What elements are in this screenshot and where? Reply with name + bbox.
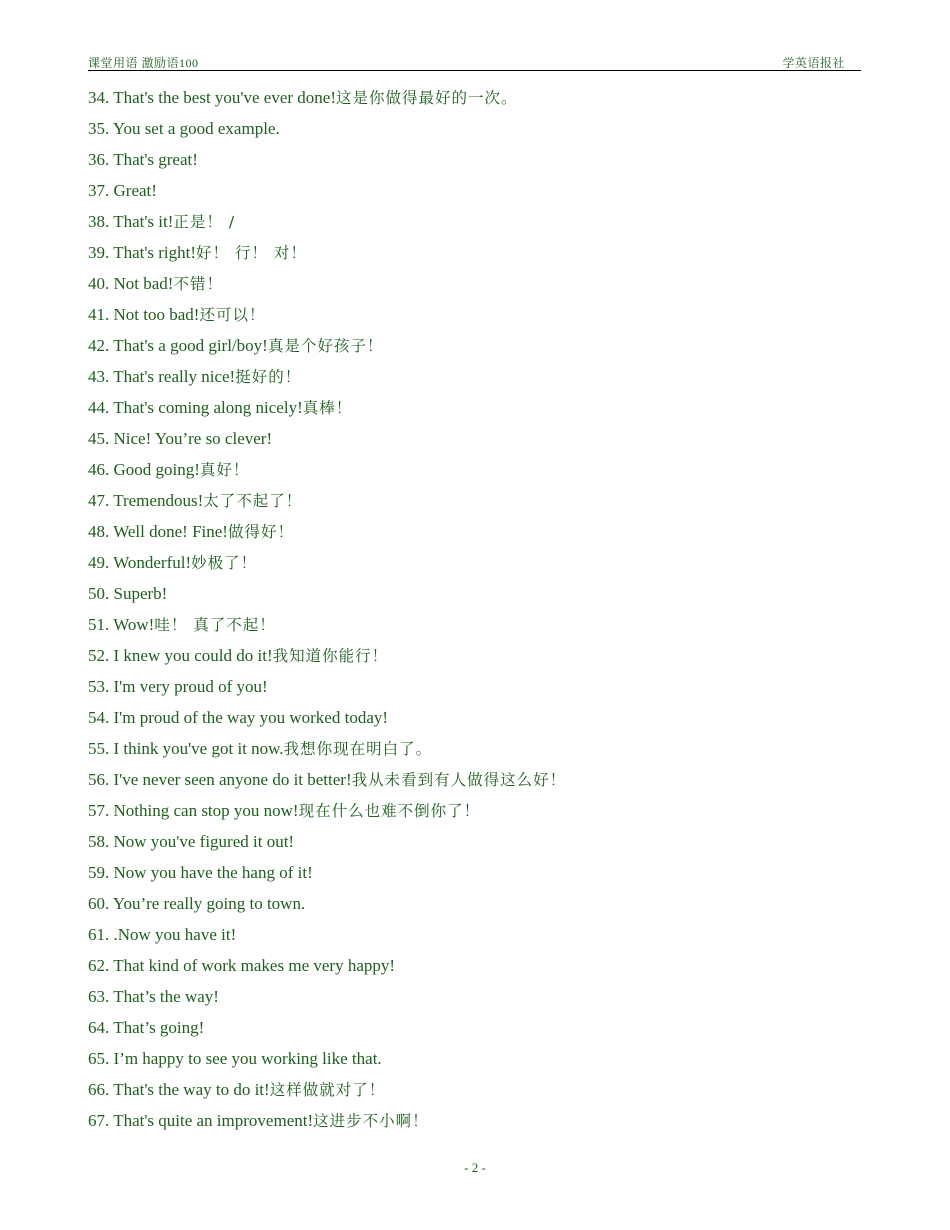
phrase-chinese: 这进步不小啊！	[313, 1112, 429, 1130]
phrase-english: 40. Not bad!	[88, 274, 174, 293]
phrase-chinese: 我知道你能行！	[272, 647, 389, 665]
phrase-item	[88, 1108, 566, 1139]
header-title: 课堂用语 激励语100	[88, 56, 199, 70]
phrase-chinese: 太了不起了！	[203, 492, 303, 510]
phrase-chinese: 这是你做得最好的一次。	[336, 89, 518, 107]
phrase-item	[88, 426, 566, 457]
phrase-english: 39. That's right!	[88, 243, 197, 262]
phrase-item	[88, 643, 566, 674]
phrase-chinese: 好！ 行！ 对！	[196, 244, 307, 262]
phrase-chinese: 现在什么也难不倒你了！	[298, 802, 481, 820]
phrase-item	[88, 364, 566, 395]
phrase-item	[88, 984, 566, 1015]
phrase-item	[88, 581, 566, 612]
phrase-item	[88, 85, 566, 116]
phrase-chinese: 挺好的！	[235, 368, 302, 386]
phrase-english: 55. I think you've got it now.	[88, 739, 284, 758]
phrase-english: 38. That's it!	[88, 212, 174, 231]
phrase-chinese: 妙极了！	[191, 554, 258, 572]
phrase-english: 59. Now you have the hang of it!	[88, 863, 313, 882]
phrase-item	[88, 674, 566, 705]
phrase-english: 42. That's a good girl/boy!	[88, 336, 268, 355]
phrase-chinese: 做得好！	[227, 523, 294, 541]
phrase-item	[88, 550, 566, 581]
phrase-english: 56. I've never seen anyone do it better!	[88, 770, 352, 789]
phrase-item	[88, 1046, 566, 1077]
phrase-item	[88, 798, 566, 829]
phrase-chinese: 这样做就对了！	[269, 1081, 386, 1099]
phrase-item	[88, 612, 566, 643]
phrase-item	[88, 457, 566, 488]
phrase-chinese: 真是个好孩子！	[267, 337, 384, 355]
phrase-english: 60. You’re really going to town.	[88, 894, 306, 913]
phrase-item	[88, 333, 566, 364]
header-publisher: 学英语报社	[782, 56, 845, 70]
phrase-item	[88, 1015, 566, 1046]
phrase-english: 66. That's the way to do it!	[88, 1080, 270, 1099]
phrase-item	[88, 519, 566, 550]
phrase-english: 64. That’s going!	[88, 1018, 205, 1037]
phrase-english: 44. That's coming along nicely!	[88, 398, 303, 417]
phrase-english: 46. Good going!	[88, 460, 200, 479]
phrase-item	[88, 178, 566, 209]
phrase-english: 41. Not too bad!	[88, 305, 200, 324]
phrase-english: 53. I'm very proud of you!	[88, 677, 268, 696]
phrase-item	[88, 271, 566, 302]
phrase-item	[88, 1077, 566, 1108]
phrase-english: 51. Wow!	[88, 615, 155, 634]
phrase-item	[88, 209, 566, 240]
phrase-chinese: 正是！ /	[173, 213, 236, 231]
phrase-item	[88, 705, 566, 736]
phrase-item	[88, 116, 566, 147]
phrase-english: 34. That's the best you've ever done!	[88, 88, 336, 107]
phrase-item	[88, 240, 566, 271]
phrase-english: 49. Wonderful!	[88, 553, 192, 572]
page-header	[88, 52, 861, 71]
phrase-item	[88, 829, 566, 860]
phrase-english: 48. Well done! Fine!	[88, 522, 228, 541]
phrase-english: 45. Nice! You’re so clever!	[88, 429, 273, 448]
phrase-english: 57. Nothing can stop you now!	[88, 801, 299, 820]
phrase-chinese: 还可以！	[199, 306, 266, 324]
phrase-chinese: 哇！ 真了不起！	[154, 616, 276, 634]
phrase-english: 47. Tremendous!	[88, 491, 204, 510]
phrase-chinese: 不错！	[173, 275, 223, 293]
phrase-chinese: 我想你现在明白了。	[283, 740, 433, 758]
phrase-chinese: 真好！	[199, 461, 250, 479]
phrase-english: 52. I knew you could do it!	[88, 646, 273, 665]
phrase-item	[88, 953, 566, 984]
phrase-item	[88, 395, 566, 426]
phrase-english: 58. Now you've figured it out!	[88, 832, 295, 851]
phrase-english: 54. I'm proud of the way you worked today!	[88, 708, 389, 727]
phrase-item	[88, 860, 566, 891]
phrase-english: 36. That's great!	[88, 150, 198, 169]
phrase-item	[88, 736, 566, 767]
phrase-english: 62. That kind of work makes me very happy!	[88, 956, 396, 975]
phrase-item	[88, 922, 566, 953]
phrase-list	[88, 85, 566, 1139]
phrase-chinese: 我从未看到有人做得这么好！	[351, 771, 567, 789]
phrase-item	[88, 767, 566, 798]
phrase-item	[88, 302, 566, 333]
phrase-english: 37. Great!	[88, 181, 157, 200]
phrase-item	[88, 147, 566, 178]
phrase-english: 43. That's really nice!	[88, 367, 236, 386]
page-number: - 2 -	[464, 1160, 486, 1175]
phrase-english: 63. That’s the way!	[88, 987, 219, 1006]
phrase-item	[88, 891, 566, 922]
phrase-english: 61. .Now you have it!	[88, 925, 237, 944]
phrase-chinese: 真棒！	[302, 399, 353, 417]
phrase-item	[88, 488, 566, 519]
phrase-english: 65. I’m happy to see you working like that.	[88, 1049, 382, 1068]
phrase-english: 50. Superb!	[88, 584, 168, 603]
phrase-english: 35. You set a good example.	[88, 119, 280, 138]
phrase-english: 67. That's quite an improvement!	[88, 1111, 314, 1130]
